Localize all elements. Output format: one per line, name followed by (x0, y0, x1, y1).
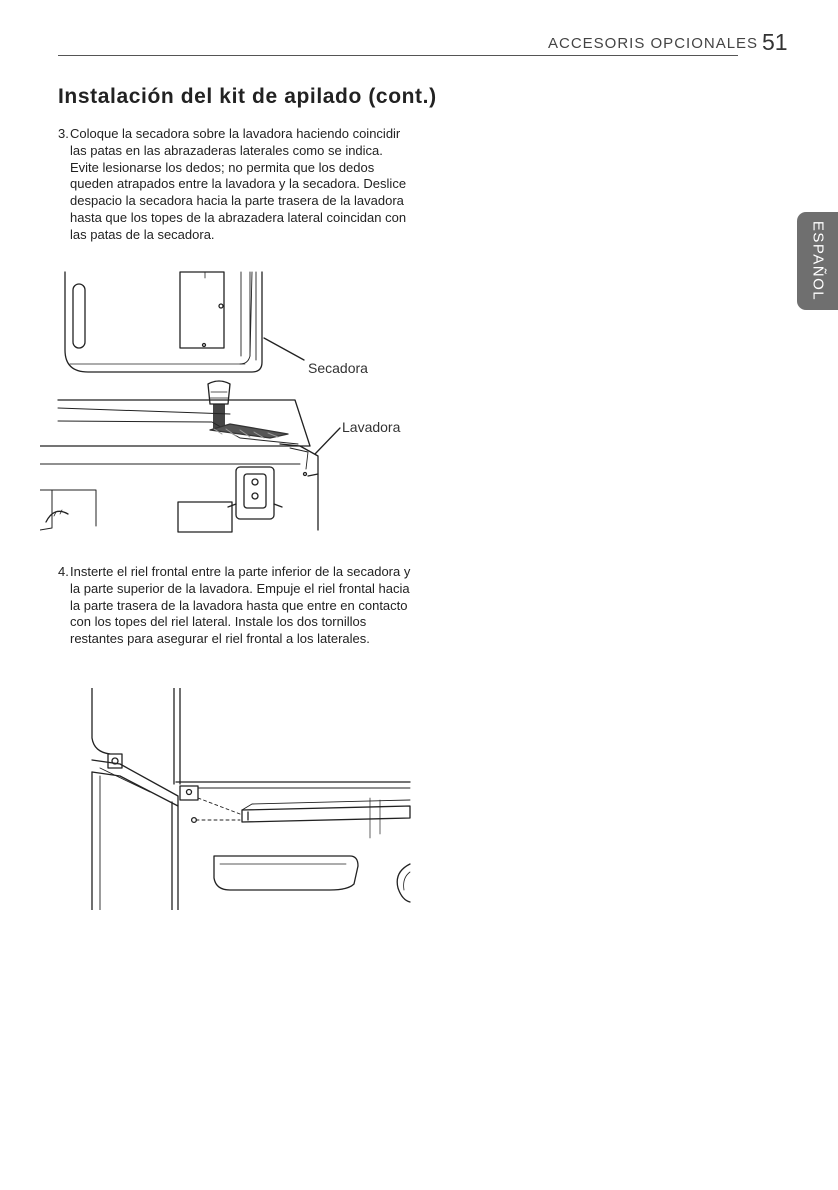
dryer-callout-line (264, 338, 304, 360)
washer-drawer (214, 856, 358, 890)
step-number: 3. (58, 126, 69, 141)
dryer-corner (92, 688, 110, 754)
step-text: Coloque la secadora sobre la lavadora haciendo coincidir las patas en las abrazaderas laterales como se indica. Evite lesionarse los dedos; no permita que los dedos queden atrapados entre la lavadora y la secadora. Deslice despacio la secadora hacia la parte trasera de la lavadora hasta que los topes de la abrazadera lateral coincidan con las patas de la secadora. (70, 126, 407, 242)
step-3 (58, 126, 408, 244)
dryer-body (65, 272, 262, 372)
label-dryer: Secadora (308, 360, 368, 376)
section-title: ACCESORIS OPCIONALES (548, 35, 759, 52)
side-rail (92, 760, 178, 806)
stacking-illustration-1 (40, 264, 420, 534)
language-tab (797, 212, 838, 310)
language-tab-label: ESPAÑOL (809, 220, 826, 302)
header-rule (58, 55, 738, 56)
dryer-panel (180, 272, 224, 348)
washer-top (40, 400, 310, 446)
step-4 (58, 564, 414, 648)
step-text: Insterte el riel frontal entre la parte inferior de la secadora y la parte superior de la lavadora. Empuje el riel frontal hacia la parte trasera de la lavadora hasta que entre en contacto con los topes del riel lateral. Instale los dos tornillos restantes para asegurar el riel frontal a los laterales. (70, 564, 411, 647)
page-number: 51 (762, 29, 788, 55)
front-rail (242, 806, 410, 822)
stacking-illustration-2 (80, 688, 415, 910)
washer-callout-line (315, 428, 340, 454)
dryer-handle (73, 284, 85, 348)
step-number: 4. (58, 564, 69, 579)
page-title: Instalación del kit de apilado (cont.) (58, 85, 437, 108)
label-washer: Lavadora (342, 419, 401, 435)
